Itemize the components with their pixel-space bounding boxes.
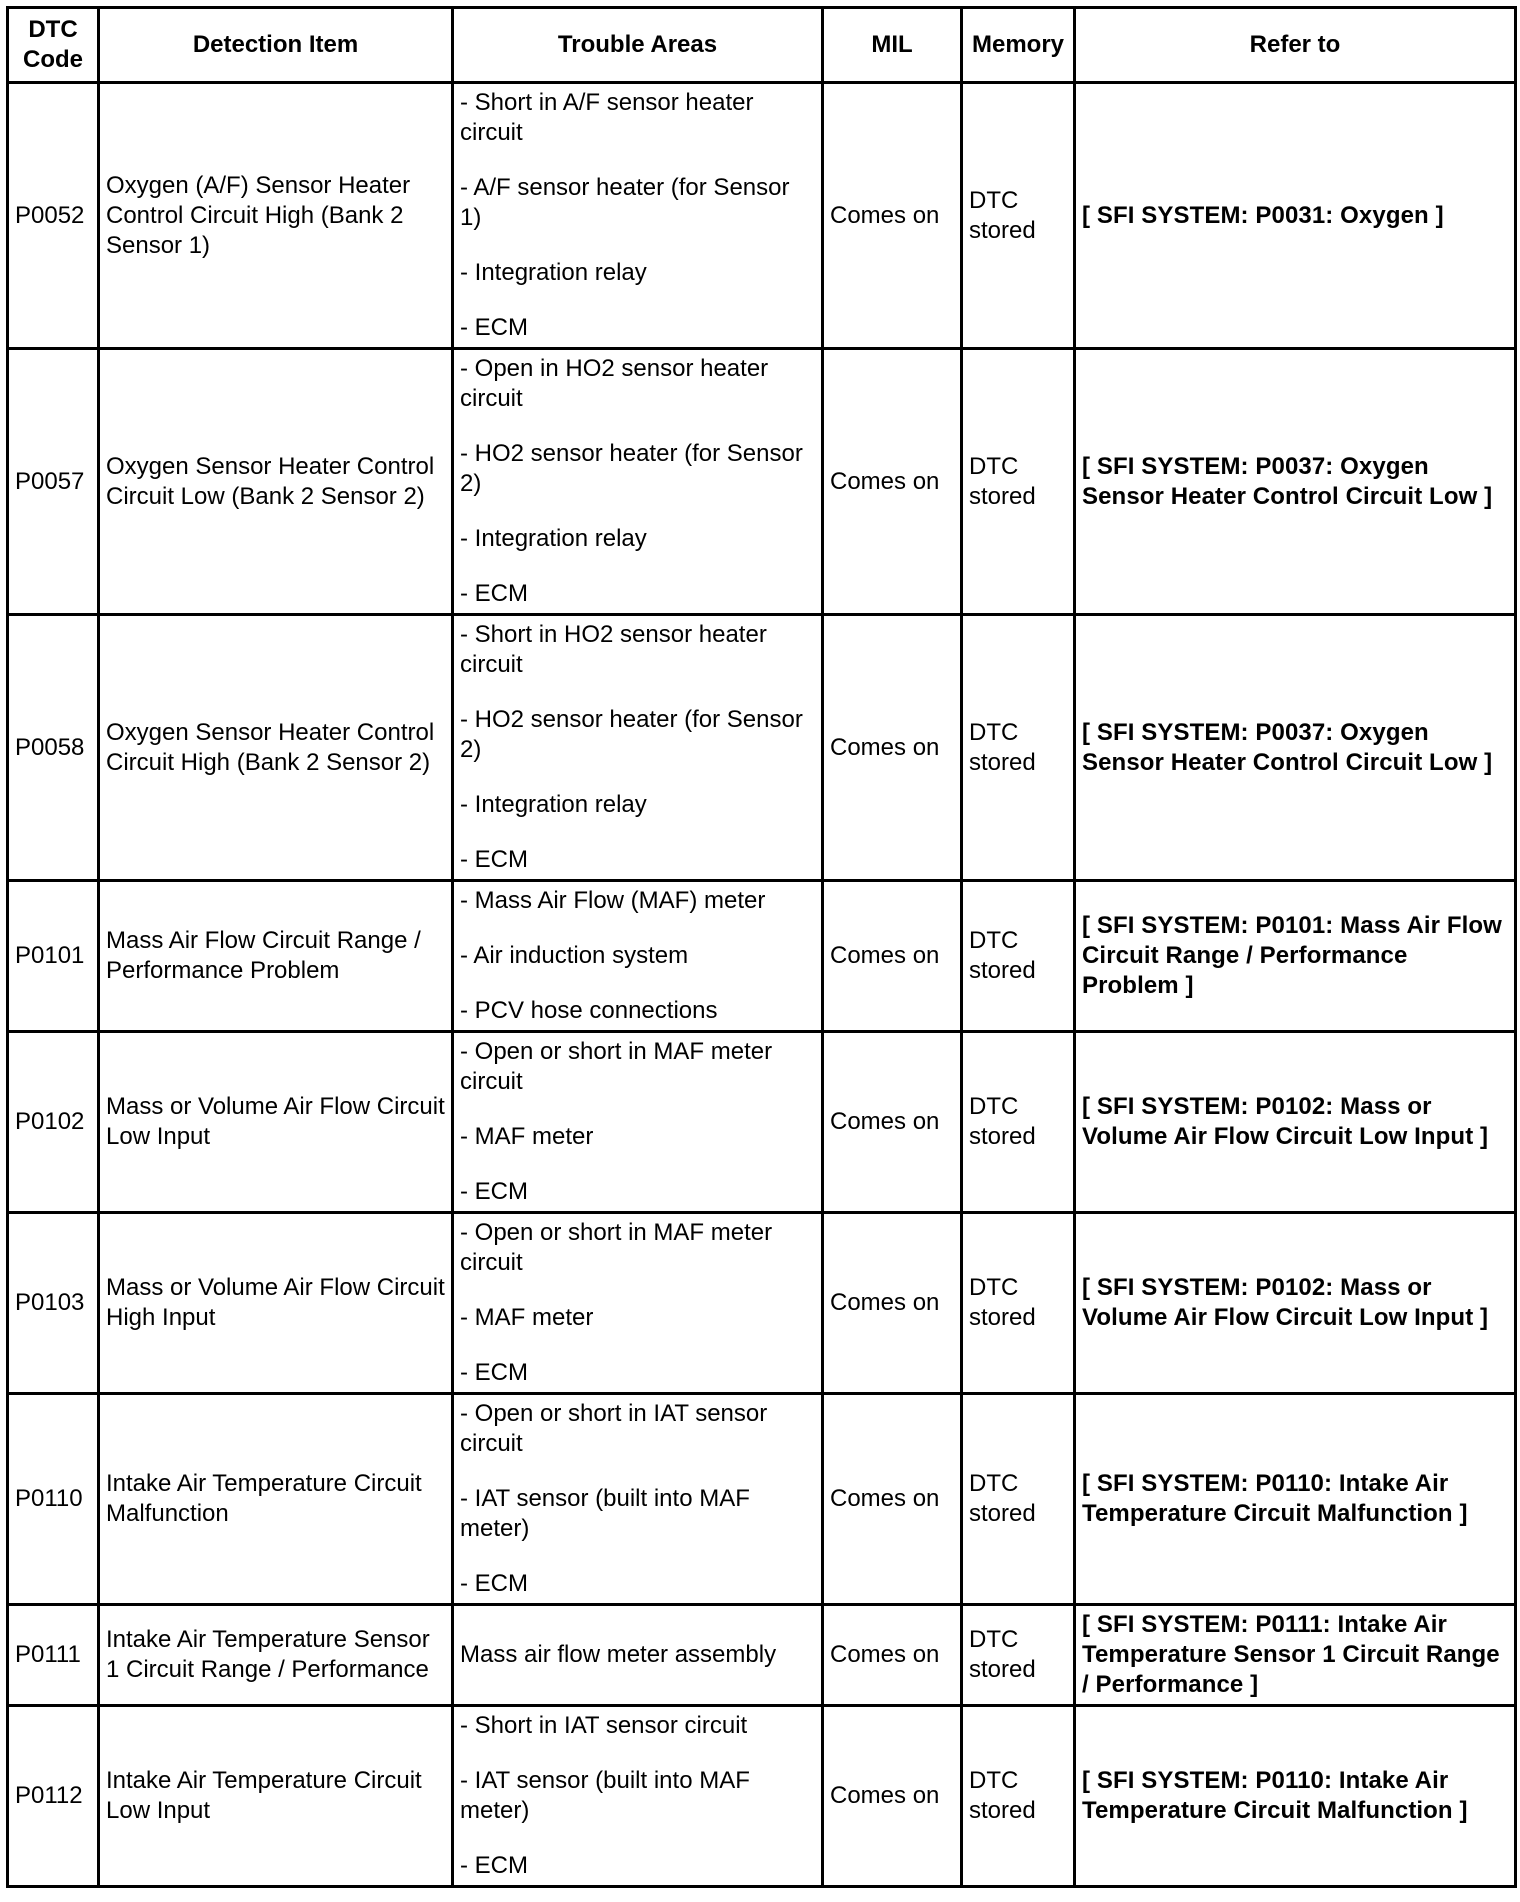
header-dtc-code: DTC Code xyxy=(8,8,99,83)
header-memory: Memory xyxy=(962,8,1075,83)
dtc-code-cell: P0111 xyxy=(8,1605,99,1706)
table-row xyxy=(8,881,1516,1032)
trouble-area-item: - Integration relay xyxy=(460,525,647,552)
detection-item-cell: Mass Air Flow Circuit Range / Performance Problem xyxy=(99,881,453,1032)
table-row xyxy=(8,1605,1516,1706)
trouble-area-item: - ECM xyxy=(460,1178,528,1205)
trouble-area-item: - Open or short in MAF meter circuit xyxy=(460,1219,773,1276)
memory-cell: DTC stored xyxy=(962,1032,1075,1213)
dtc-code-cell: P0110 xyxy=(8,1394,99,1605)
header-row xyxy=(8,8,1516,83)
detection-item-cell: Intake Air Temperature Sensor 1 Circuit Range / Performance xyxy=(99,1605,453,1706)
table-row xyxy=(8,1706,1516,1887)
trouble-area-item: - Open in HO2 sensor heater circuit xyxy=(460,355,769,412)
dtc-table xyxy=(6,6,1517,1888)
trouble-area-item: - ECM xyxy=(460,1570,528,1597)
trouble-area-item: - IAT sensor (built into MAF meter) xyxy=(460,1767,750,1824)
mil-cell: Comes on xyxy=(823,615,962,881)
mil-cell: Comes on xyxy=(823,349,962,615)
trouble-area-item: - Short in IAT sensor circuit xyxy=(460,1712,748,1739)
refer-to-cell: [ SFI SYSTEM: P0102: Mass or Volume Air Flow Circuit Low Input ] xyxy=(1075,1032,1516,1213)
memory-cell: DTC stored xyxy=(962,1394,1075,1605)
table-row xyxy=(8,83,1516,349)
refer-to-cell: [ SFI SYSTEM: P0037: Oxygen Sensor Heater Control Circuit Low ] xyxy=(1075,349,1516,615)
header-refer-to: Refer to xyxy=(1075,8,1516,83)
detection-item-cell: Oxygen (A/F) Sensor Heater Control Circuit High (Bank 2 Sensor 1) xyxy=(99,83,453,349)
trouble-area-item: - HO2 sensor heater (for Sensor 2) xyxy=(460,440,803,497)
table-row xyxy=(8,615,1516,881)
trouble-area-item: - HO2 sensor heater (for Sensor 2) xyxy=(460,706,803,763)
trouble-areas-cell xyxy=(453,1605,823,1706)
trouble-areas-cell xyxy=(453,83,823,349)
trouble-areas-cell xyxy=(453,1213,823,1394)
memory-cell: DTC stored xyxy=(962,1706,1075,1887)
trouble-areas-cell xyxy=(453,881,823,1032)
memory-cell: DTC stored xyxy=(962,615,1075,881)
header-detection-item: Detection Item xyxy=(99,8,453,83)
mil-cell: Comes on xyxy=(823,1605,962,1706)
table-row xyxy=(8,1032,1516,1213)
dtc-code-cell: P0103 xyxy=(8,1213,99,1394)
refer-to-cell: [ SFI SYSTEM: P0031: Oxygen ] xyxy=(1075,83,1516,349)
trouble-areas-cell xyxy=(453,1032,823,1213)
memory-cell: DTC stored xyxy=(962,881,1075,1032)
table-row xyxy=(8,349,1516,615)
trouble-area-item: - ECM xyxy=(460,846,528,873)
dtc-code-cell: P0102 xyxy=(8,1032,99,1213)
table-body xyxy=(8,83,1516,1887)
trouble-area-item: - Short in HO2 sensor heater circuit xyxy=(460,621,767,678)
refer-to-cell: [ SFI SYSTEM: P0102: Mass or Volume Air Flow Circuit Low Input ] xyxy=(1075,1213,1516,1394)
trouble-area-item: - MAF meter xyxy=(460,1123,594,1150)
trouble-areas-cell xyxy=(453,615,823,881)
dtc-code-cell: P0112 xyxy=(8,1706,99,1887)
detection-item-cell: Oxygen Sensor Heater Control Circuit Low (Bank 2 Sensor 2) xyxy=(99,349,453,615)
trouble-area-item: - IAT sensor (built into MAF meter) xyxy=(460,1485,750,1542)
refer-to-cell: [ SFI SYSTEM: P0110: Intake Air Temperature Circuit Malfunction ] xyxy=(1075,1706,1516,1887)
trouble-areas-cell xyxy=(453,349,823,615)
dtc-code-cell: P0101 xyxy=(8,881,99,1032)
dtc-code-cell: P0058 xyxy=(8,615,99,881)
memory-cell: DTC stored xyxy=(962,1605,1075,1706)
trouble-area-item: - PCV hose connections xyxy=(460,997,718,1024)
mil-cell: Comes on xyxy=(823,1032,962,1213)
trouble-area-item: - ECM xyxy=(460,314,528,341)
trouble-area-item: - MAF meter xyxy=(460,1304,594,1331)
table-row xyxy=(8,1394,1516,1605)
trouble-area-item: - Air induction system xyxy=(460,942,689,969)
mil-cell: Comes on xyxy=(823,1213,962,1394)
memory-cell: DTC stored xyxy=(962,349,1075,615)
header-trouble-areas: Trouble Areas xyxy=(453,8,823,83)
detection-item-cell: Intake Air Temperature Circuit Malfunction xyxy=(99,1394,453,1605)
mil-cell: Comes on xyxy=(823,1394,962,1605)
mil-cell: Comes on xyxy=(823,83,962,349)
dtc-code-cell: P0052 xyxy=(8,83,99,349)
refer-to-cell: [ SFI SYSTEM: P0111: Intake Air Temperature Sensor 1 Circuit Range / Performance ] xyxy=(1075,1605,1516,1706)
table-header xyxy=(8,8,1516,83)
mil-cell: Comes on xyxy=(823,1706,962,1887)
memory-cell: DTC stored xyxy=(962,1213,1075,1394)
detection-item-cell: Mass or Volume Air Flow Circuit Low Input xyxy=(99,1032,453,1213)
trouble-area-item: - Open or short in MAF meter circuit xyxy=(460,1038,773,1095)
trouble-area-item: - ECM xyxy=(460,1852,528,1879)
trouble-area-item: - Open or short in IAT sensor circuit xyxy=(460,1400,768,1457)
memory-cell: DTC stored xyxy=(962,83,1075,349)
refer-to-cell: [ SFI SYSTEM: P0101: Mass Air Flow Circuit Range / Performance Problem ] xyxy=(1075,881,1516,1032)
dtc-code-cell: P0057 xyxy=(8,349,99,615)
trouble-area-item: - A/F sensor heater (for Sensor 1) xyxy=(460,174,790,231)
trouble-area-item: - ECM xyxy=(460,1359,528,1386)
refer-to-cell: [ SFI SYSTEM: P0110: Intake Air Temperature Circuit Malfunction ] xyxy=(1075,1394,1516,1605)
trouble-areas-cell xyxy=(453,1394,823,1605)
table-row xyxy=(8,1213,1516,1394)
trouble-area-item: - Integration relay xyxy=(460,791,647,818)
trouble-areas-cell xyxy=(453,1706,823,1887)
detection-item-cell: Mass or Volume Air Flow Circuit High Input xyxy=(99,1213,453,1394)
trouble-area-item: - Integration relay xyxy=(460,259,647,286)
trouble-area-item: Mass air flow meter assembly xyxy=(460,1641,777,1668)
trouble-area-item: - Mass Air Flow (MAF) meter xyxy=(460,887,766,914)
trouble-area-item: - Short in A/F sensor heater circuit xyxy=(460,89,754,146)
detection-item-cell: Oxygen Sensor Heater Control Circuit High (Bank 2 Sensor 2) xyxy=(99,615,453,881)
trouble-area-item: - ECM xyxy=(460,580,528,607)
header-mil: MIL xyxy=(823,8,962,83)
refer-to-cell: [ SFI SYSTEM: P0037: Oxygen Sensor Heater Control Circuit Low ] xyxy=(1075,615,1516,881)
detection-item-cell: Intake Air Temperature Circuit Low Input xyxy=(99,1706,453,1887)
mil-cell: Comes on xyxy=(823,881,962,1032)
